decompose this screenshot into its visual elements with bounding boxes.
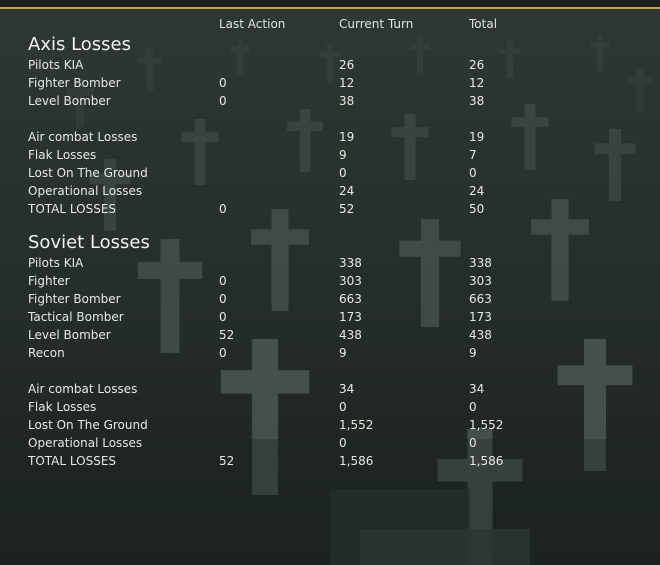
row-label: Lost On The Ground xyxy=(28,418,148,432)
last-action-value: 52 xyxy=(219,328,235,342)
total-value: 303 xyxy=(469,274,492,288)
total-value: 24 xyxy=(469,184,485,198)
table-row xyxy=(0,184,660,202)
table-row xyxy=(0,166,660,184)
header-current-turn: Current Turn xyxy=(339,17,414,31)
last-action-value: 52 xyxy=(219,454,235,468)
table-row xyxy=(0,76,660,94)
row-label: Fighter xyxy=(28,274,70,288)
total-value: 9 xyxy=(469,346,477,360)
row-label: Fighter Bomber xyxy=(28,292,121,306)
last-action-value: 0 xyxy=(219,346,227,360)
table-row xyxy=(0,346,660,364)
current-turn-value: 19 xyxy=(339,130,355,144)
row-label: Lost On The Ground xyxy=(28,166,148,180)
table-row xyxy=(0,400,660,418)
total-value: 0 xyxy=(469,400,477,414)
current-turn-value: 338 xyxy=(339,256,362,270)
row-label: Recon xyxy=(28,346,65,360)
total-value: 1,586 xyxy=(469,454,504,468)
current-turn-value: 52 xyxy=(339,202,355,216)
total-value: 38 xyxy=(469,94,485,108)
current-turn-value: 9 xyxy=(339,148,347,162)
current-turn-value: 24 xyxy=(339,184,355,198)
total-value: 34 xyxy=(469,382,485,396)
last-action-value: 0 xyxy=(219,202,227,216)
row-label: Level Bomber xyxy=(28,328,111,342)
row-label: Flak Losses xyxy=(28,148,97,162)
header-last-action: Last Action xyxy=(219,17,286,31)
table-row xyxy=(0,94,660,112)
last-action-value: 0 xyxy=(219,76,227,90)
row-label: Operational Losses xyxy=(28,436,143,450)
total-value: 338 xyxy=(469,256,492,270)
current-turn-value: 1,552 xyxy=(339,418,374,432)
table-row xyxy=(0,436,660,454)
current-turn-value: 9 xyxy=(339,346,347,360)
last-action-value: 0 xyxy=(219,292,227,306)
table-row xyxy=(0,130,660,148)
table-row xyxy=(0,418,660,436)
total-value: 12 xyxy=(469,76,485,90)
table-row xyxy=(0,274,660,292)
last-action-value: 0 xyxy=(219,274,227,288)
section-title-axis-losses: Axis Losses xyxy=(28,34,131,55)
current-turn-value: 173 xyxy=(339,310,362,324)
row-label: Operational Losses xyxy=(28,184,143,198)
total-value: 7 xyxy=(469,148,477,162)
row-label: Pilots KIA xyxy=(28,256,84,270)
current-turn-value: 38 xyxy=(339,94,355,108)
total-value: 438 xyxy=(469,328,492,342)
current-turn-value: 438 xyxy=(339,328,362,342)
current-turn-value: 0 xyxy=(339,436,347,450)
last-action-value: 0 xyxy=(219,310,227,324)
table-row xyxy=(0,328,660,346)
table-row xyxy=(0,310,660,328)
total-value: 50 xyxy=(469,202,485,216)
table-row-total xyxy=(0,202,660,220)
current-turn-value: 0 xyxy=(339,166,347,180)
row-label: Level Bomber xyxy=(28,94,111,108)
current-turn-value: 34 xyxy=(339,382,355,396)
row-label: Fighter Bomber xyxy=(28,76,121,90)
current-turn-value: 12 xyxy=(339,76,355,90)
table-row xyxy=(0,148,660,166)
current-turn-value: 0 xyxy=(339,400,347,414)
table-row xyxy=(0,382,660,400)
table-row-total xyxy=(0,454,660,472)
last-action-value: 0 xyxy=(219,94,227,108)
total-value: 663 xyxy=(469,292,492,306)
total-value: 0 xyxy=(469,436,477,450)
total-value: 1,552 xyxy=(469,418,504,432)
table-row xyxy=(0,292,660,310)
current-turn-value: 26 xyxy=(339,58,355,72)
row-label: Air combat Losses xyxy=(28,382,138,396)
row-label: TOTAL LOSSES xyxy=(28,202,117,216)
row-label: Air combat Losses xyxy=(28,130,138,144)
current-turn-value: 663 xyxy=(339,292,362,306)
total-value: 173 xyxy=(469,310,492,324)
row-label: Flak Losses xyxy=(28,400,97,414)
current-turn-value: 303 xyxy=(339,274,362,288)
section-title-soviet-losses: Soviet Losses xyxy=(28,232,150,253)
table-row xyxy=(0,58,660,76)
row-label: Pilots KIA xyxy=(28,58,84,72)
table-row xyxy=(0,256,660,274)
header-total: Total xyxy=(469,17,498,31)
total-value: 19 xyxy=(469,130,485,144)
row-label: TOTAL LOSSES xyxy=(28,454,117,468)
total-value: 0 xyxy=(469,166,477,180)
total-value: 26 xyxy=(469,58,485,72)
row-label: Tactical Bomber xyxy=(28,310,124,324)
current-turn-value: 1,586 xyxy=(339,454,374,468)
